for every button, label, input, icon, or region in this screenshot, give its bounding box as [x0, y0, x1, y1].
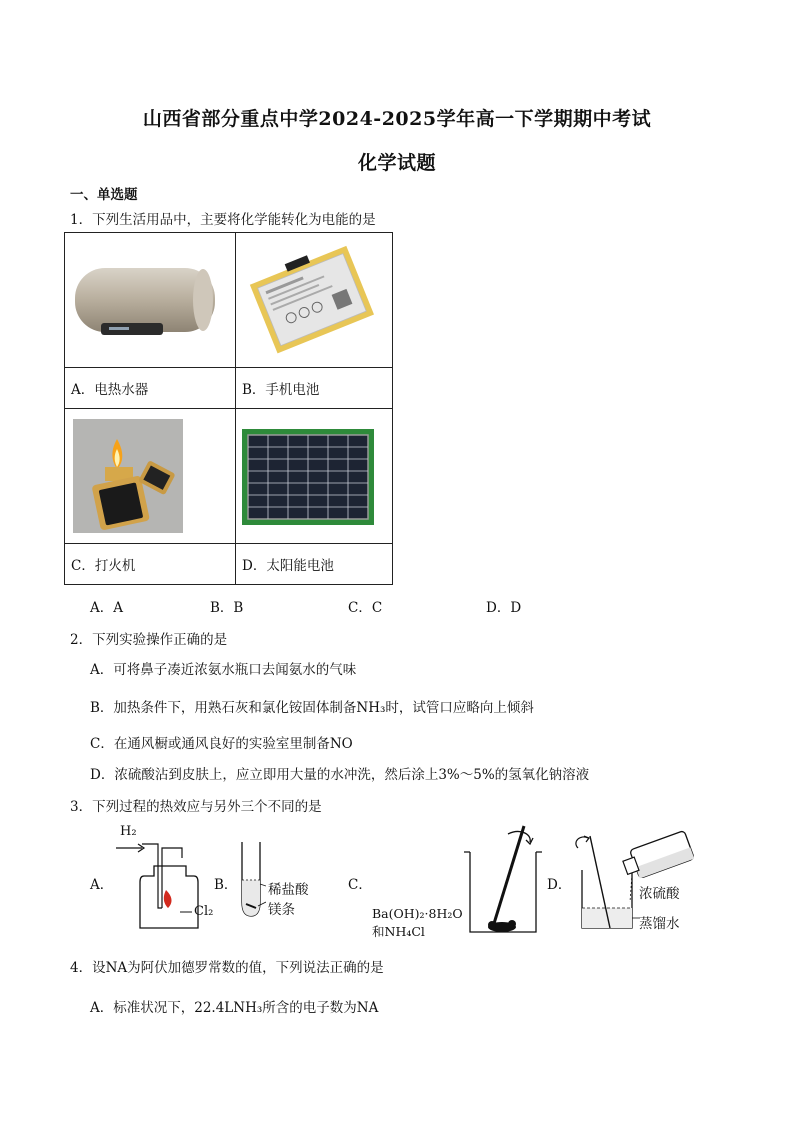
q3a-cl2-label: Cl₂ [194, 904, 214, 919]
q1-option-b: B．B [210, 600, 244, 616]
q1-cell-b-label: B．手机电池 [236, 368, 393, 409]
q3-stem: 3．下列过程的热效应与另外三个不同的是 [70, 799, 322, 815]
q1-cell-a-image [65, 233, 236, 368]
q3-letter-a: A． [90, 877, 114, 893]
q3a-h2-label: H₂ [120, 824, 137, 839]
q2-option-b: B．加热条件下，用熟石灰和氯化铵固体制备NH₃时，试管口应略向上倾斜 [90, 700, 534, 716]
paper-subtitle: 化学试题 [357, 152, 436, 174]
q1-cell-c-label: C．打火机 [65, 544, 236, 585]
q3c-reagent-label-2: 和NH₄Cl [372, 924, 425, 939]
q1-cell-b-image [236, 233, 393, 368]
q3-letter-d: D． [547, 877, 572, 893]
q3-letter-c: C． [348, 877, 372, 893]
test-tube-diagram [236, 840, 266, 920]
gas-bottle-diagram [112, 836, 222, 936]
q2-stem: 2．下列实验操作正确的是 [70, 632, 228, 648]
q1-cell-c-image [65, 409, 236, 544]
q3b-acid-label: 稀盐酸 [268, 882, 309, 898]
beaker-stirring-diagram [454, 820, 544, 938]
q1-stem: 1．下列生活用品中，主要将化学能转化为电能的是 [70, 212, 376, 228]
q1-image-table [64, 232, 393, 585]
q1-option-c: C．C [348, 600, 383, 616]
phone-battery-icon [236, 233, 386, 367]
q1-option-a: A．A [90, 600, 123, 616]
lighter-icon [65, 409, 229, 543]
q3-letter-b: B． [214, 877, 238, 893]
q3c-reagent-label: Ba(OH)₂·8H₂O [372, 906, 463, 921]
section-heading: 一、单选题 [70, 187, 138, 203]
q2-option-a: A．可将鼻子凑近浓氨水瓶口去闻氨水的气味 [90, 662, 357, 678]
water-heater-icon [65, 233, 229, 367]
q3d-water-label: 蒸馏水 [639, 916, 680, 932]
q1-option-d: D．D [486, 600, 522, 616]
q4-option-a: A．标准状况下，22.4LNH₃所含的电子数为NA [90, 1000, 379, 1016]
q4-stem: 4．设NA为阿伏加德罗常数的值，下列说法正确的是 [70, 960, 384, 976]
q3d-acid-label: 浓硫酸 [639, 886, 680, 902]
q2-option-c: C．在通风橱或通风良好的实验室里制备NO [90, 736, 353, 752]
q2-option-d: D．浓硫酸沾到皮肤上，应立即用大量的水冲洗，然后涂上3%～5%的氢氧化钠溶液 [90, 767, 590, 783]
q1-cell-d-label: D．太阳能电池 [236, 544, 393, 585]
paper-title: 山西省部分重点中学2024-2025学年高一下学期期中考试 [142, 108, 652, 130]
q1-cell-d-image [236, 409, 393, 544]
q3b-magnesium-label: 镁条 [268, 902, 295, 918]
q1-cell-a-label: A．电热水器 [65, 368, 236, 409]
solar-panel-icon [236, 409, 386, 543]
